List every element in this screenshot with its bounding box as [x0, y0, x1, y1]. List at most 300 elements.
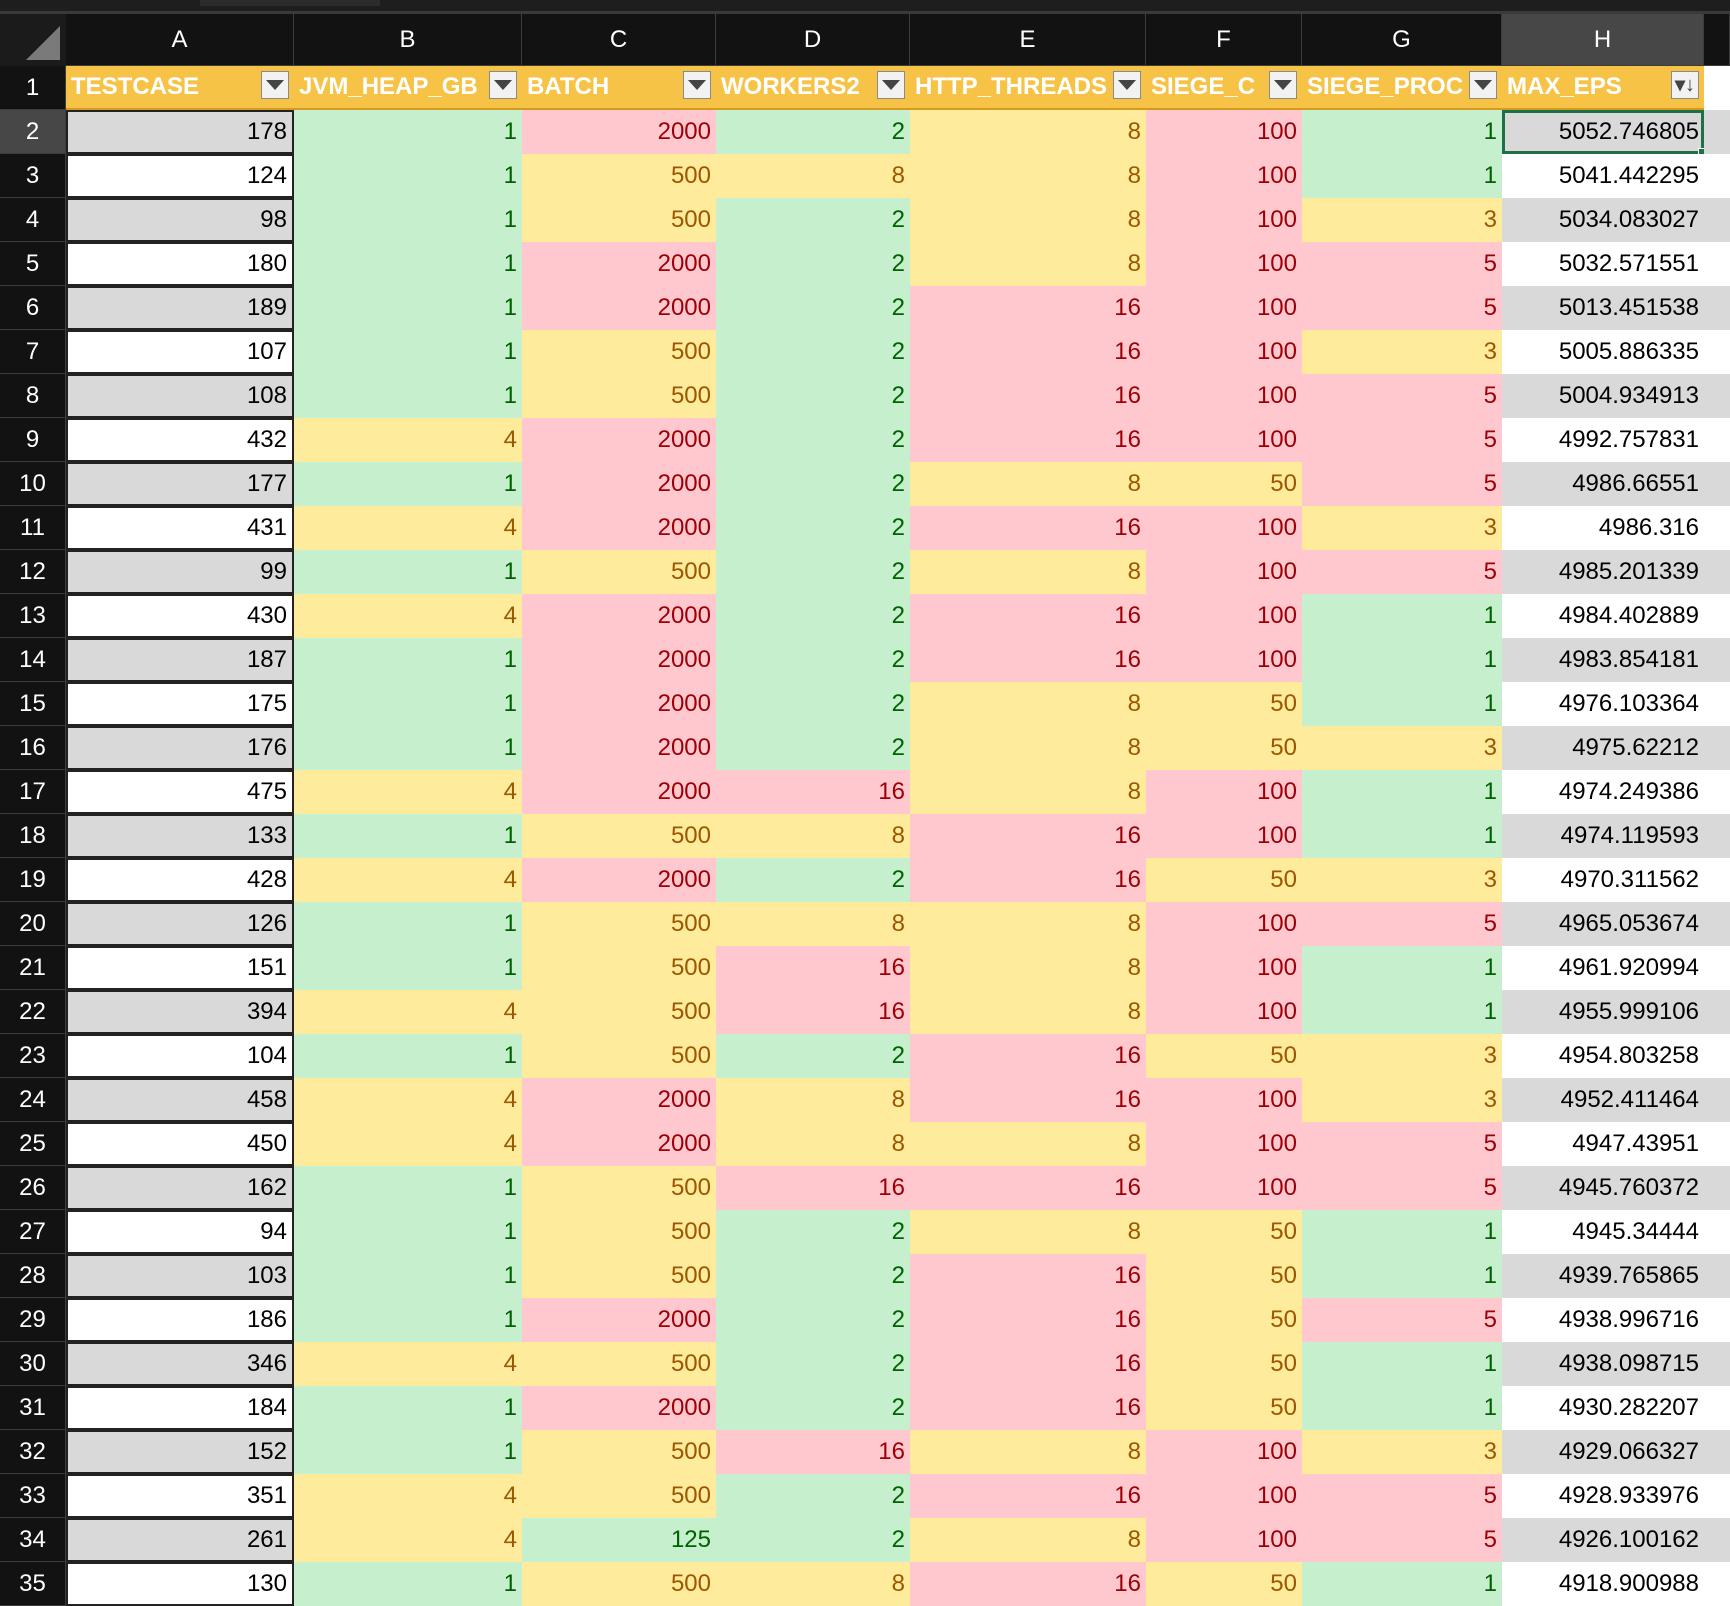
empty-cell[interactable]	[1704, 286, 1730, 330]
cell-siege-c[interactable]: 100	[1146, 550, 1302, 594]
cell-testcase[interactable]: 152	[66, 1430, 294, 1474]
cell-jvm-heap-gb[interactable]: 4	[294, 1342, 522, 1386]
cell-workers2[interactable]: 2	[716, 1342, 910, 1386]
cell-max-eps[interactable]: 4992.757831	[1502, 418, 1704, 462]
cell-max-eps[interactable]: 4975.62212	[1502, 726, 1704, 770]
row-header[interactable]: 31	[0, 1386, 66, 1430]
cell-jvm-heap-gb[interactable]: 4	[294, 1078, 522, 1122]
row-header[interactable]: 35	[0, 1562, 66, 1606]
cell-batch[interactable]: 500	[522, 946, 716, 990]
empty-cell[interactable]	[1704, 110, 1730, 154]
empty-cell[interactable]	[1704, 682, 1730, 726]
cell-max-eps[interactable]: 4930.282207	[1502, 1386, 1704, 1430]
cell-http-threads[interactable]: 8	[910, 198, 1146, 242]
cell-jvm-heap-gb[interactable]: 1	[294, 1430, 522, 1474]
row-header[interactable]: 4	[0, 198, 66, 242]
cell-jvm-heap-gb[interactable]: 1	[294, 814, 522, 858]
cell-http-threads[interactable]: 16	[910, 1254, 1146, 1298]
cell-http-threads[interactable]: 16	[910, 1034, 1146, 1078]
cell-workers2[interactable]: 2	[716, 242, 910, 286]
cell-max-eps[interactable]: 4945.760372	[1502, 1166, 1704, 1210]
row-header[interactable]: 21	[0, 946, 66, 990]
cell-max-eps[interactable]: 4938.098715	[1502, 1342, 1704, 1386]
cell-workers2[interactable]: 8	[716, 1122, 910, 1166]
cell-testcase[interactable]: 189	[66, 286, 294, 330]
cell-siege-c[interactable]: 100	[1146, 330, 1302, 374]
row-header[interactable]: 2	[0, 110, 66, 154]
cell-siege-proc[interactable]: 3	[1302, 330, 1502, 374]
cell-siege-c[interactable]: 100	[1146, 594, 1302, 638]
column-header-c[interactable]: C	[522, 14, 716, 66]
cell-batch[interactable]: 500	[522, 1210, 716, 1254]
empty-cell[interactable]	[1704, 1562, 1730, 1606]
empty-cell[interactable]	[1704, 462, 1730, 506]
cell-siege-c[interactable]: 100	[1146, 418, 1302, 462]
column-header-d[interactable]: D	[716, 14, 910, 66]
cell-max-eps[interactable]: 4961.920994	[1502, 946, 1704, 990]
cell-batch[interactable]: 2000	[522, 462, 716, 506]
cell-jvm-heap-gb[interactable]: 1	[294, 638, 522, 682]
cell-siege-proc[interactable]: 1	[1302, 1254, 1502, 1298]
spreadsheet-grid[interactable]	[0, 14, 1730, 1597]
cell-max-eps[interactable]: 4947.43951	[1502, 1122, 1704, 1166]
cell-batch[interactable]: 2000	[522, 418, 716, 462]
row-header[interactable]: 30	[0, 1342, 66, 1386]
row-header[interactable]: 24	[0, 1078, 66, 1122]
cell-http-threads[interactable]: 16	[910, 638, 1146, 682]
cell-max-eps[interactable]: 4983.854181	[1502, 638, 1704, 682]
cell-testcase[interactable]: 458	[66, 1078, 294, 1122]
cell-testcase[interactable]: 187	[66, 638, 294, 682]
empty-cell[interactable]	[1704, 506, 1730, 550]
cell-siege-c[interactable]: 100	[1146, 1430, 1302, 1474]
cell-jvm-heap-gb[interactable]: 1	[294, 1298, 522, 1342]
empty-cell[interactable]	[1704, 242, 1730, 286]
cell-http-threads[interactable]: 16	[910, 814, 1146, 858]
cell-batch[interactable]: 2000	[522, 594, 716, 638]
cell-jvm-heap-gb[interactable]: 4	[294, 1474, 522, 1518]
cell-testcase[interactable]: 108	[66, 374, 294, 418]
cell-workers2[interactable]: 2	[716, 506, 910, 550]
cell-siege-proc[interactable]: 1	[1302, 1210, 1502, 1254]
cell-workers2[interactable]: 8	[716, 814, 910, 858]
cell-http-threads[interactable]: 8	[910, 946, 1146, 990]
cell-siege-proc[interactable]: 5	[1302, 1122, 1502, 1166]
cell-batch[interactable]: 500	[522, 154, 716, 198]
empty-cell[interactable]	[1704, 638, 1730, 682]
cell-http-threads[interactable]: 16	[910, 1298, 1146, 1342]
cell-workers2[interactable]: 2	[716, 374, 910, 418]
filter-dropdown-button[interactable]	[683, 71, 711, 99]
cell-siege-c[interactable]: 100	[1146, 1122, 1302, 1166]
cell-siege-c[interactable]: 100	[1146, 1166, 1302, 1210]
cell-siege-c[interactable]: 100	[1146, 990, 1302, 1034]
cell-testcase[interactable]: 351	[66, 1474, 294, 1518]
cell-siege-proc[interactable]: 3	[1302, 1430, 1502, 1474]
cell-workers2[interactable]: 2	[716, 858, 910, 902]
cell-siege-proc[interactable]: 3	[1302, 1078, 1502, 1122]
cell-testcase[interactable]: 186	[66, 1298, 294, 1342]
row-header[interactable]: 26	[0, 1166, 66, 1210]
cell-max-eps[interactable]: 4974.119593	[1502, 814, 1704, 858]
cell-siege-c[interactable]: 50	[1146, 1562, 1302, 1606]
cell-batch[interactable]: 500	[522, 1562, 716, 1606]
row-header[interactable]: 22	[0, 990, 66, 1034]
cell-siege-proc[interactable]: 5	[1302, 1166, 1502, 1210]
cell-siege-c[interactable]: 50	[1146, 1386, 1302, 1430]
cell-testcase[interactable]: 180	[66, 242, 294, 286]
empty-cell[interactable]	[1704, 946, 1730, 990]
cell-max-eps[interactable]: 4986.66551	[1502, 462, 1704, 506]
row-header-1[interactable]: 1	[0, 66, 66, 110]
empty-cell[interactable]	[1704, 1034, 1730, 1078]
cell-siege-proc[interactable]: 1	[1302, 1386, 1502, 1430]
cell-jvm-heap-gb[interactable]: 4	[294, 990, 522, 1034]
cell-workers2[interactable]: 2	[716, 1210, 910, 1254]
cell-workers2[interactable]: 2	[716, 1034, 910, 1078]
cell-testcase[interactable]: 430	[66, 594, 294, 638]
row-header[interactable]: 18	[0, 814, 66, 858]
cell-siege-proc[interactable]: 5	[1302, 1298, 1502, 1342]
cell-workers2[interactable]: 2	[716, 1386, 910, 1430]
cell-batch[interactable]: 2000	[522, 726, 716, 770]
filter-dropdown-button[interactable]	[877, 71, 905, 99]
cell-workers2[interactable]: 16	[716, 946, 910, 990]
cell-siege-c[interactable]: 50	[1146, 1254, 1302, 1298]
cell-siege-proc[interactable]: 1	[1302, 814, 1502, 858]
row-header[interactable]: 3	[0, 154, 66, 198]
cell-siege-proc[interactable]: 5	[1302, 550, 1502, 594]
cell-siege-c[interactable]: 100	[1146, 1518, 1302, 1562]
cell-workers2[interactable]: 2	[716, 1474, 910, 1518]
cell-siege-proc[interactable]: 3	[1302, 1034, 1502, 1078]
cell-jvm-heap-gb[interactable]: 4	[294, 1518, 522, 1562]
cell-jvm-heap-gb[interactable]: 1	[294, 110, 522, 154]
column-header-a[interactable]: A	[66, 14, 294, 66]
empty-cell[interactable]	[1704, 594, 1730, 638]
cell-jvm-heap-gb[interactable]: 4	[294, 506, 522, 550]
cell-batch[interactable]: 500	[522, 1034, 716, 1078]
cell-siege-c[interactable]: 50	[1146, 1298, 1302, 1342]
cell-workers2[interactable]: 2	[716, 1254, 910, 1298]
cell-workers2[interactable]: 2	[716, 726, 910, 770]
cell-testcase[interactable]: 104	[66, 1034, 294, 1078]
empty-cell[interactable]	[1704, 1474, 1730, 1518]
cell-batch[interactable]: 2000	[522, 770, 716, 814]
cell-batch[interactable]: 500	[522, 814, 716, 858]
cell-max-eps[interactable]: 5032.571551	[1502, 242, 1704, 286]
cell-testcase[interactable]: 178	[66, 110, 294, 154]
cell-max-eps[interactable]: 5013.451538	[1502, 286, 1704, 330]
cell-workers2[interactable]: 2	[716, 550, 910, 594]
cell-siege-c[interactable]: 100	[1146, 902, 1302, 946]
cell-max-eps[interactable]: 4929.066327	[1502, 1430, 1704, 1474]
cell-batch[interactable]: 2000	[522, 1298, 716, 1342]
cell-http-threads[interactable]: 16	[910, 418, 1146, 462]
cell-http-threads[interactable]: 16	[910, 1078, 1146, 1122]
cell-batch[interactable]: 500	[522, 330, 716, 374]
cell-workers2[interactable]: 2	[716, 594, 910, 638]
cell-http-threads[interactable]: 8	[910, 1210, 1146, 1254]
cell-siege-c[interactable]: 100	[1146, 198, 1302, 242]
cell-siege-proc[interactable]: 1	[1302, 1562, 1502, 1606]
cell-testcase[interactable]: 431	[66, 506, 294, 550]
cell-siege-proc[interactable]: 1	[1302, 638, 1502, 682]
cell-max-eps[interactable]: 4965.053674	[1502, 902, 1704, 946]
cell-http-threads[interactable]: 8	[910, 110, 1146, 154]
cell-testcase[interactable]: 133	[66, 814, 294, 858]
filter-dropdown-button[interactable]	[1113, 71, 1141, 99]
row-header[interactable]: 12	[0, 550, 66, 594]
cell-batch[interactable]: 2000	[522, 858, 716, 902]
cell-testcase[interactable]: 99	[66, 550, 294, 594]
row-header[interactable]: 27	[0, 1210, 66, 1254]
row-header[interactable]: 8	[0, 374, 66, 418]
cell-siege-c[interactable]: 100	[1146, 506, 1302, 550]
row-header[interactable]: 28	[0, 1254, 66, 1298]
cell-testcase[interactable]: 162	[66, 1166, 294, 1210]
cell-max-eps[interactable]: 5005.886335	[1502, 330, 1704, 374]
cell-siege-proc[interactable]: 1	[1302, 154, 1502, 198]
row-header[interactable]: 33	[0, 1474, 66, 1518]
cell-siege-c[interactable]: 100	[1146, 1078, 1302, 1122]
cell-batch[interactable]: 2000	[522, 638, 716, 682]
cell-jvm-heap-gb[interactable]: 1	[294, 242, 522, 286]
cell-testcase[interactable]: 130	[66, 1562, 294, 1606]
cell-testcase[interactable]: 103	[66, 1254, 294, 1298]
cell-http-threads[interactable]: 16	[910, 1166, 1146, 1210]
cell-http-threads[interactable]: 8	[910, 154, 1146, 198]
empty-cell[interactable]	[1704, 1122, 1730, 1166]
column-header-i[interactable]	[1704, 14, 1730, 66]
cell-jvm-heap-gb[interactable]: 1	[294, 462, 522, 506]
row-header[interactable]: 25	[0, 1122, 66, 1166]
cell-max-eps[interactable]: 4976.103364	[1502, 682, 1704, 726]
cell-jvm-heap-gb[interactable]: 4	[294, 858, 522, 902]
empty-cell[interactable]	[1704, 858, 1730, 902]
cell-jvm-heap-gb[interactable]: 1	[294, 682, 522, 726]
cell-jvm-heap-gb[interactable]: 1	[294, 902, 522, 946]
cell-max-eps[interactable]: 4955.999106	[1502, 990, 1704, 1034]
cell-max-eps[interactable]: 5034.083027	[1502, 198, 1704, 242]
cell-workers2[interactable]: 8	[716, 1562, 910, 1606]
filter-dropdown-button[interactable]	[1671, 71, 1699, 99]
cell-max-eps[interactable]: 4952.411464	[1502, 1078, 1704, 1122]
empty-cell[interactable]	[1704, 198, 1730, 242]
cell-jvm-heap-gb[interactable]: 1	[294, 154, 522, 198]
cell-http-threads[interactable]: 16	[910, 1386, 1146, 1430]
cell-max-eps[interactable]: 4928.933976	[1502, 1474, 1704, 1518]
empty-cell[interactable]	[1704, 1078, 1730, 1122]
column-header-f[interactable]: F	[1146, 14, 1302, 66]
empty-cell[interactable]	[1704, 374, 1730, 418]
row-header[interactable]: 13	[0, 594, 66, 638]
cell-siege-c[interactable]: 100	[1146, 154, 1302, 198]
cell-siege-c[interactable]: 50	[1146, 1342, 1302, 1386]
row-header[interactable]: 23	[0, 1034, 66, 1078]
cell-workers2[interactable]: 2	[716, 418, 910, 462]
column-header-g[interactable]: G	[1302, 14, 1502, 66]
row-header[interactable]: 10	[0, 462, 66, 506]
cell-http-threads[interactable]: 16	[910, 374, 1146, 418]
cell-batch[interactable]: 2000	[522, 682, 716, 726]
cell-siege-proc[interactable]: 5	[1302, 462, 1502, 506]
cell-http-threads[interactable]: 8	[910, 242, 1146, 286]
cell-jvm-heap-gb[interactable]: 1	[294, 1166, 522, 1210]
cell-siege-proc[interactable]: 3	[1302, 858, 1502, 902]
cell-siege-proc[interactable]: 3	[1302, 198, 1502, 242]
cell-workers2[interactable]: 2	[716, 286, 910, 330]
empty-cell[interactable]	[1704, 1518, 1730, 1562]
row-header[interactable]: 20	[0, 902, 66, 946]
cell-max-eps[interactable]: 4984.402889	[1502, 594, 1704, 638]
cell-siege-c[interactable]: 100	[1146, 374, 1302, 418]
cell-http-threads[interactable]: 16	[910, 330, 1146, 374]
cell-jvm-heap-gb[interactable]: 4	[294, 770, 522, 814]
cell-batch[interactable]: 2000	[522, 242, 716, 286]
filter-dropdown-button[interactable]	[1269, 71, 1297, 99]
cell-jvm-heap-gb[interactable]: 4	[294, 594, 522, 638]
cell-workers2[interactable]: 2	[716, 110, 910, 154]
filter-dropdown-button[interactable]	[261, 71, 289, 99]
cell-jvm-heap-gb[interactable]: 4	[294, 1122, 522, 1166]
cell-testcase[interactable]: 124	[66, 154, 294, 198]
cell-siege-c[interactable]: 100	[1146, 286, 1302, 330]
cell-batch[interactable]: 500	[522, 1342, 716, 1386]
cell-workers2[interactable]: 2	[716, 1518, 910, 1562]
row-header[interactable]: 9	[0, 418, 66, 462]
empty-cell[interactable]	[1704, 990, 1730, 1034]
cell-http-threads[interactable]: 8	[910, 726, 1146, 770]
row-header[interactable]: 15	[0, 682, 66, 726]
cell-batch[interactable]: 500	[522, 1430, 716, 1474]
cell-jvm-heap-gb[interactable]: 1	[294, 1210, 522, 1254]
cell-max-eps[interactable]: 4985.201339	[1502, 550, 1704, 594]
cell-http-threads[interactable]: 8	[910, 462, 1146, 506]
empty-cell[interactable]	[1704, 66, 1730, 110]
cell-siege-c[interactable]: 100	[1146, 1474, 1302, 1518]
cell-batch[interactable]: 2000	[522, 506, 716, 550]
cell-workers2[interactable]: 16	[716, 990, 910, 1034]
cell-max-eps[interactable]: 4918.900988	[1502, 1562, 1704, 1606]
cell-jvm-heap-gb[interactable]: 1	[294, 550, 522, 594]
cell-batch[interactable]: 2000	[522, 1386, 716, 1430]
cell-batch[interactable]: 500	[522, 1254, 716, 1298]
cell-jvm-heap-gb[interactable]: 1	[294, 374, 522, 418]
cell-jvm-heap-gb[interactable]: 1	[294, 286, 522, 330]
cell-testcase[interactable]: 126	[66, 902, 294, 946]
cell-siege-proc[interactable]: 5	[1302, 418, 1502, 462]
select-all-corner[interactable]	[0, 14, 66, 66]
empty-cell[interactable]	[1704, 1210, 1730, 1254]
cell-http-threads[interactable]: 16	[910, 286, 1146, 330]
cell-testcase[interactable]: 428	[66, 858, 294, 902]
cell-siege-c[interactable]: 50	[1146, 462, 1302, 506]
cell-testcase[interactable]: 450	[66, 1122, 294, 1166]
cell-testcase[interactable]: 94	[66, 1210, 294, 1254]
cell-testcase[interactable]: 261	[66, 1518, 294, 1562]
cell-siege-proc[interactable]: 1	[1302, 770, 1502, 814]
cell-siege-c[interactable]: 50	[1146, 1034, 1302, 1078]
cell-siege-proc[interactable]: 5	[1302, 902, 1502, 946]
cell-testcase[interactable]: 177	[66, 462, 294, 506]
cell-siege-c[interactable]: 50	[1146, 858, 1302, 902]
empty-cell[interactable]	[1704, 1254, 1730, 1298]
cell-testcase[interactable]: 107	[66, 330, 294, 374]
cell-batch[interactable]: 500	[522, 1474, 716, 1518]
cell-http-threads[interactable]: 8	[910, 770, 1146, 814]
cell-siege-proc[interactable]: 1	[1302, 594, 1502, 638]
empty-cell[interactable]	[1704, 726, 1730, 770]
cell-siege-proc[interactable]: 5	[1302, 1518, 1502, 1562]
row-header[interactable]: 7	[0, 330, 66, 374]
cell-jvm-heap-gb[interactable]: 1	[294, 1254, 522, 1298]
cell-batch[interactable]: 500	[522, 902, 716, 946]
cell-testcase[interactable]: 394	[66, 990, 294, 1034]
column-header-h[interactable]: H	[1502, 14, 1704, 66]
row-header[interactable]: 29	[0, 1298, 66, 1342]
cell-siege-c[interactable]: 100	[1146, 110, 1302, 154]
cell-http-threads[interactable]: 8	[910, 550, 1146, 594]
cell-siege-c[interactable]: 50	[1146, 682, 1302, 726]
cell-testcase[interactable]: 175	[66, 682, 294, 726]
cell-http-threads[interactable]: 16	[910, 506, 1146, 550]
cell-workers2[interactable]: 8	[716, 154, 910, 198]
cell-workers2[interactable]: 2	[716, 462, 910, 506]
cell-siege-proc[interactable]: 1	[1302, 990, 1502, 1034]
cell-batch[interactable]: 2000	[522, 1122, 716, 1166]
cell-max-eps[interactable]: 5004.934913	[1502, 374, 1704, 418]
column-header-e[interactable]: E	[910, 14, 1146, 66]
filter-dropdown-button[interactable]	[489, 71, 517, 99]
cell-http-threads[interactable]: 16	[910, 594, 1146, 638]
cell-http-threads[interactable]: 8	[910, 902, 1146, 946]
cell-testcase[interactable]: 184	[66, 1386, 294, 1430]
cell-batch[interactable]: 500	[522, 550, 716, 594]
cell-batch[interactable]: 500	[522, 1166, 716, 1210]
cell-testcase[interactable]: 176	[66, 726, 294, 770]
cell-workers2[interactable]: 16	[716, 1166, 910, 1210]
cell-siege-proc[interactable]: 5	[1302, 374, 1502, 418]
cell-max-eps[interactable]: 4970.311562	[1502, 858, 1704, 902]
cell-http-threads[interactable]: 8	[910, 682, 1146, 726]
cell-workers2[interactable]: 2	[716, 330, 910, 374]
cell-siege-c[interactable]: 100	[1146, 946, 1302, 990]
cell-max-eps[interactable]: 5041.442295	[1502, 154, 1704, 198]
empty-cell[interactable]	[1704, 1298, 1730, 1342]
cell-workers2[interactable]: 2	[716, 638, 910, 682]
cell-workers2[interactable]: 8	[716, 1078, 910, 1122]
cell-siege-c[interactable]: 100	[1146, 638, 1302, 682]
cell-max-eps[interactable]: 4926.100162	[1502, 1518, 1704, 1562]
cell-siege-c[interactable]: 50	[1146, 1210, 1302, 1254]
empty-cell[interactable]	[1704, 330, 1730, 374]
row-header[interactable]: 34	[0, 1518, 66, 1562]
cell-http-threads[interactable]: 8	[910, 1518, 1146, 1562]
cell-workers2[interactable]: 2	[716, 198, 910, 242]
cell-testcase[interactable]: 151	[66, 946, 294, 990]
cell-http-threads[interactable]: 8	[910, 1122, 1146, 1166]
cell-testcase[interactable]: 475	[66, 770, 294, 814]
cell-http-threads[interactable]: 16	[910, 858, 1146, 902]
empty-cell[interactable]	[1704, 1166, 1730, 1210]
cell-http-threads[interactable]: 16	[910, 1562, 1146, 1606]
cell-siege-proc[interactable]: 1	[1302, 110, 1502, 154]
cell-siege-proc[interactable]: 5	[1302, 1474, 1502, 1518]
cell-max-eps[interactable]: 4945.34444	[1502, 1210, 1704, 1254]
empty-cell[interactable]	[1704, 1386, 1730, 1430]
cell-siege-proc[interactable]: 5	[1302, 286, 1502, 330]
